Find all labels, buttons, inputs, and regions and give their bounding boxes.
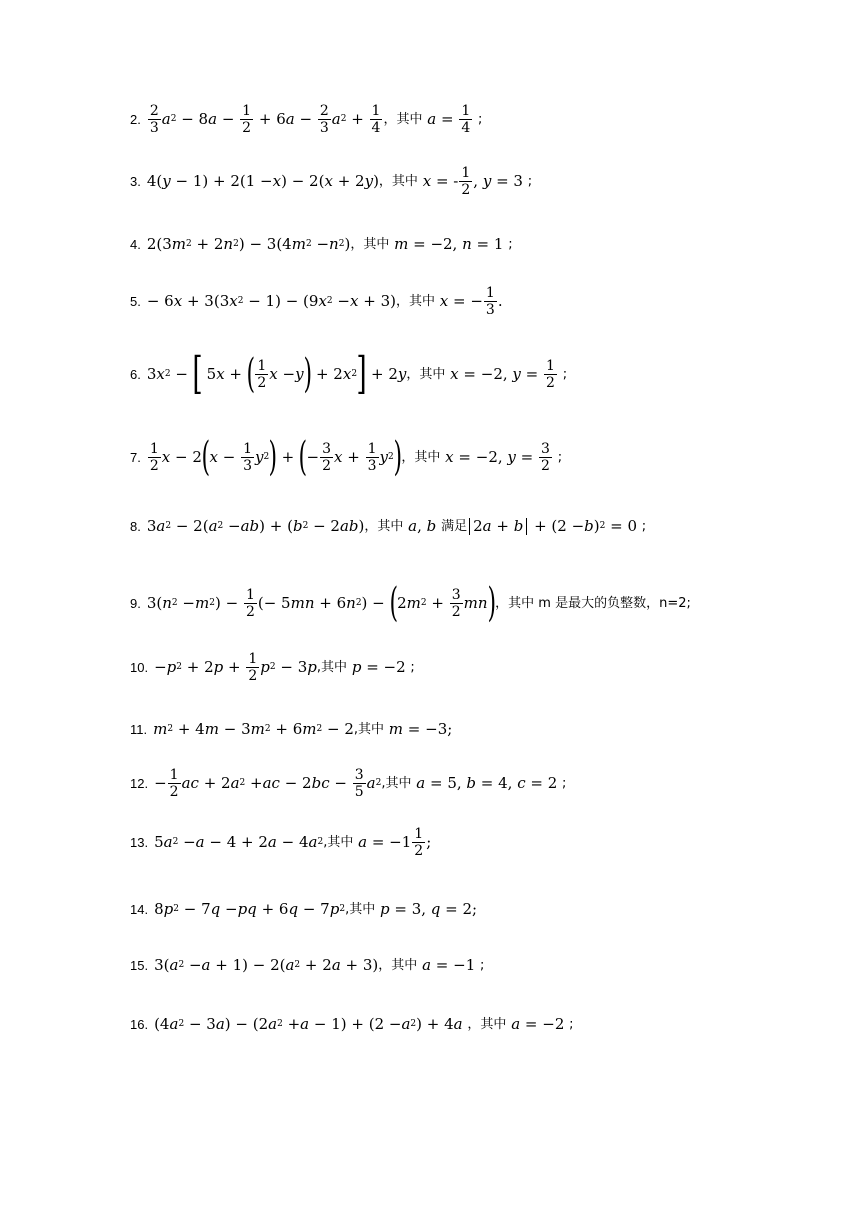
problem-expression: 4( y − 1) + 2(1 − x ) − 2( x + 2 y ) ，其中 x = - $\frac{1}{2}$ , y = 3 ; (146, 165, 533, 198)
problem-14 (130, 902, 477, 917)
problem-expression: 5 a 2 − a − 4 + 2 a − 4 a 2 ,其中 a = −1 $\frac{1}{2}$ ; (154, 826, 432, 859)
problem-expression: 3( n 2 − m 2 ) − $\frac{1}{2}$ (− 5 mn + 6 n 2 ) − ( 2 m 2 + $\frac{3}{2}$ mn ) ，其中 m 是最大的负整数，n=2; (146, 580, 691, 626)
problem-number: 10. (130, 660, 149, 675)
problem-15 (130, 958, 484, 973)
problem-expression: (4 a 2 − 3 a ) − (2 a 2 + a − 1) + (2 − a 2 ) + 4 a ，其中 a = −2 ; (154, 1015, 574, 1033)
problem-number: 14. (130, 902, 149, 917)
problem-number: 9. (130, 595, 141, 611)
problem-number: 15. (130, 958, 149, 973)
problem-number: 11. (130, 722, 148, 737)
problem-expression: − p 2 + 2 p + $\frac{1}{2}$ p 2 − 3 p ,其中 p = −2 ; (154, 651, 415, 684)
problem-expression: $\frac{1}{2}$ x − 2 ( x − $\frac{1}{3}$ y 2 ) + ( − $\frac{3}{2}$ x + $\frac{1}{3}$ y 2 ) ，其中 x = −2, y = $\frac{3}{2}$ ; (149, 434, 563, 480)
problem-6 (130, 348, 568, 399)
problem-3 (130, 166, 532, 197)
problem-number: 2. (130, 112, 141, 127)
problem-expression: m 2 + 4 m − 3 m 2 + 6 m 2 − 2 ,其中 m = −3; (153, 720, 453, 738)
problem-5 (130, 286, 503, 317)
problem-number: 12. (130, 776, 149, 791)
problem-7 (130, 434, 563, 480)
problem-expression: 3( a 2 − a + 1) − 2( a 2 + 2 a + 3) ，其中 a = −1 ; (154, 956, 485, 974)
problem-number: 3. (130, 174, 141, 189)
problem-2 (130, 104, 482, 135)
problem-9 (130, 580, 691, 626)
problem-number: 5. (130, 294, 141, 309)
problem-number: 8. (130, 519, 141, 534)
problem-number: 4. (130, 237, 141, 252)
problem-16 (130, 1017, 574, 1032)
problem-expression: 3 x 2 − [ 5 x + ( $\frac{1}{2}$ x − y ) + 2 x 2 ] + 2 y ，其中 x = −2, y = $\frac{1}{2}$ ; (146, 348, 568, 399)
problem-number: 13. (130, 835, 149, 850)
problem-13 (130, 827, 431, 858)
problem-8 (130, 518, 646, 535)
problem-expression: $\frac{2}{3}$ a 2 − 8 a − $\frac{1}{2}$ + 6 a − $\frac{2}{3}$ a 2 + $\frac{1}{4}$ ，其中 a = $\frac{1}{4}$ ; (149, 103, 483, 136)
problem-expression: − 6 x + 3(3 x 2 − 1) − (9 x 2 − x + 3) ，其中 x = − $\frac{1}{3}$ . (146, 285, 503, 318)
problem-expression: 8 p 2 − 7 q − pq + 6 q − 7 p 2 ,其中 p = 3, q = 2; (154, 900, 478, 918)
problem-number: 16. (130, 1017, 149, 1032)
problem-expression: 2(3 m 2 + 2 n 2 ) − 3(4 m 2 − n 2 ) ，其中 m = −2, n = 1 ; (146, 235, 513, 253)
problem-11 (130, 722, 452, 737)
problem-12 (130, 768, 566, 799)
problem-expression: − $\frac{1}{2}$ ac + 2 a 2 + ac − 2 bc − $\frac{3}{5}$ a 2 ,其中 a = 5, b = 4, c = 2 ; (154, 767, 567, 800)
problem-number: 7. (130, 449, 141, 465)
problem-number: 6. (130, 366, 141, 382)
problem-4 (130, 237, 513, 252)
problem-expression: 3 a 2 − 2( a 2 − ab ) + ( b 2 − 2 ab ) ，其中 a , b 满足 2a + b + (2 − b ) 2 = 0 ; (146, 517, 647, 535)
problem-10 (130, 652, 415, 683)
